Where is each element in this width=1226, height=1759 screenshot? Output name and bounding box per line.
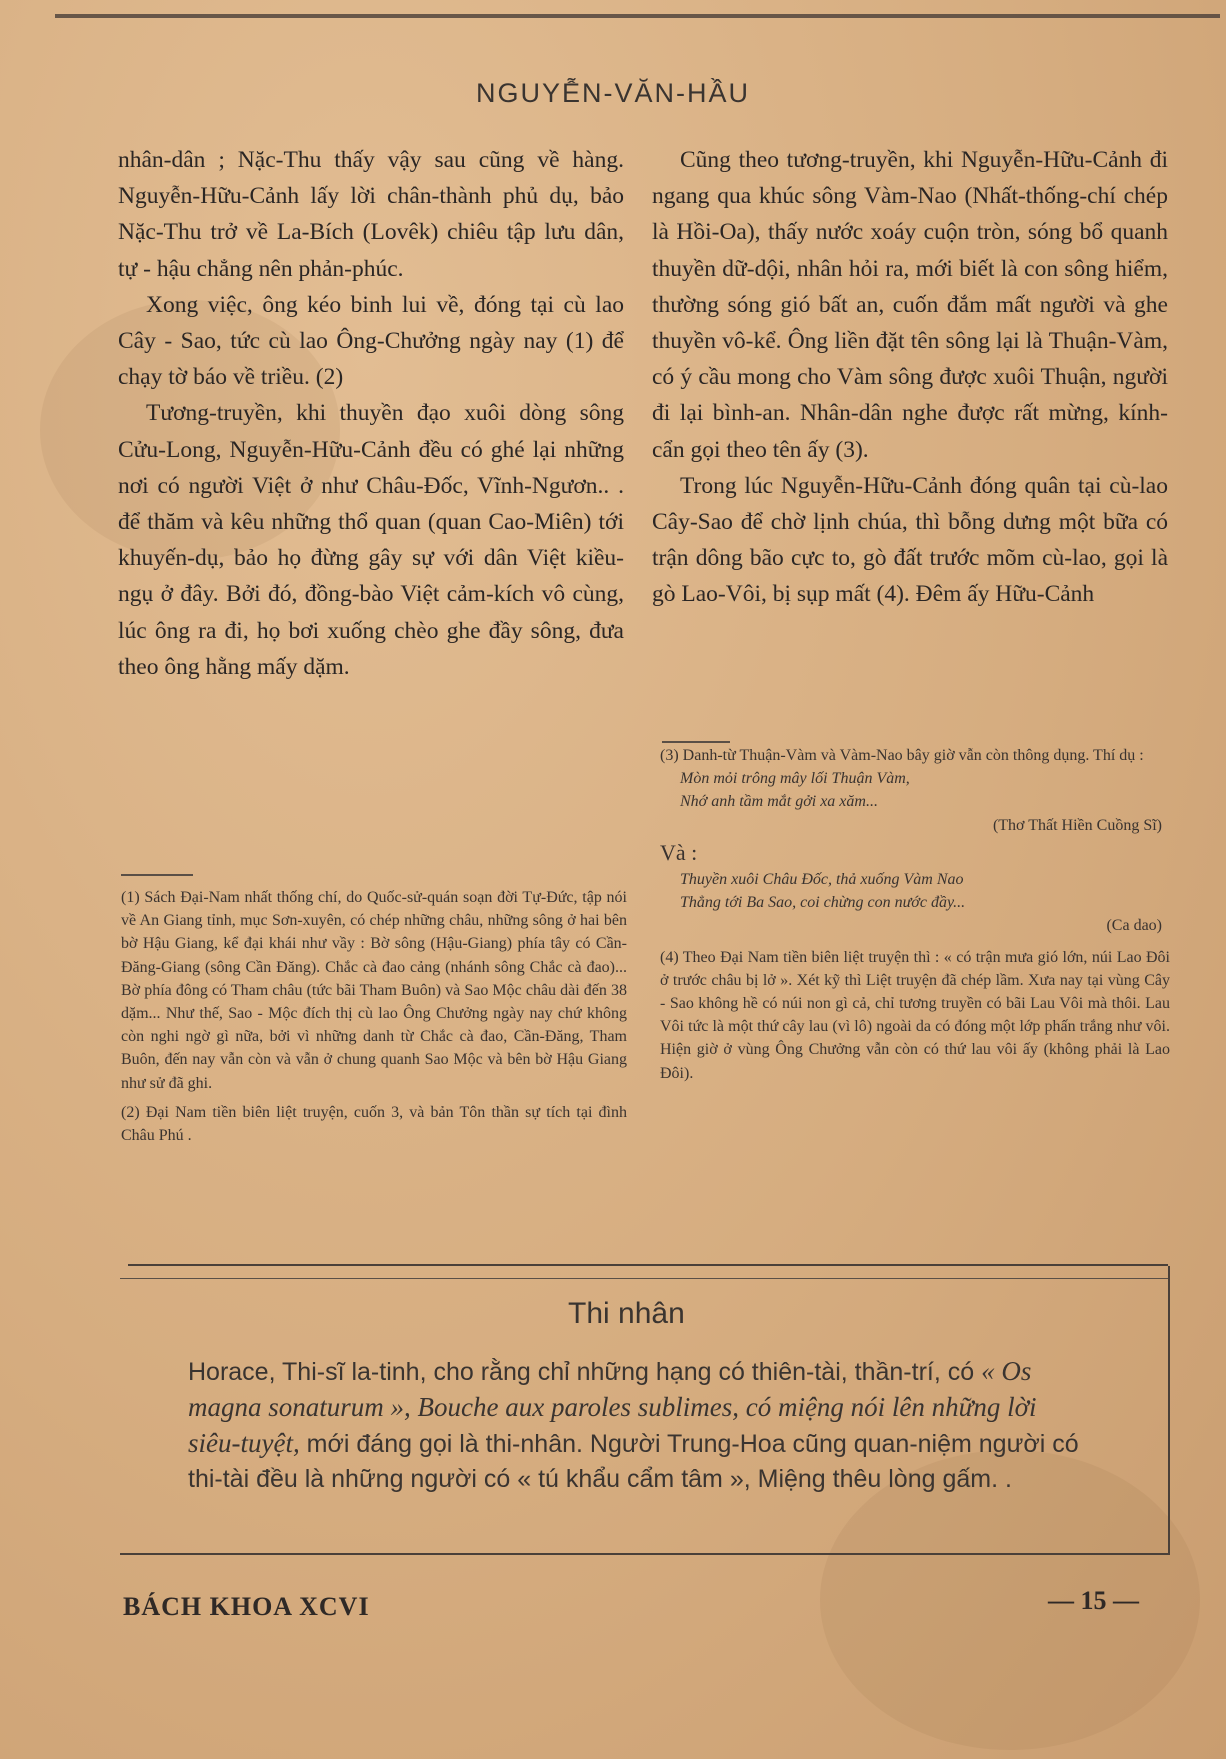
- page-header-title: NGUYỄN-VĂN-HẦU: [475, 78, 751, 108]
- paragraph: Tương-truyền, khi thuyền đạo xuôi dòng sông Cửu-Long, Nguyễn-Hữu-Cảnh đều có ghé lại những nơi có người Việt ở như Châu-Đốc, Vĩnh-Ngươn.. . để thăm và kêu những thổ quan (quan Cao-Miên) tới khuyến-dụ, bảo họ đừng gây sự với dân Việt kiều-ngụ ở đây. Bởi đó, đồng-bào Việt cảm-kích vô cùng, lúc ông ra đi, họ bơi xuống chèo ghe đầy sông, đưa theo ông hằng mấy dặm.: [118, 400, 624, 680]
- and-word: Và :: [660, 839, 698, 865]
- poem-line: Thuyền xuôi Châu Đốc, thả xuống Vàm Nao: [680, 871, 964, 889]
- footnote-1: (1) Sách Đại-Nam nhất thống chí, do Quốc-sử-quán soạn đời Tự-Đức, tập nói về An Giang tỉnh, mục Sơn-xuyên, có chép những châu, những sông ở hai bên bờ Hậu Giang, kể đại khái như vầy : Bờ sông (Hậu-Giang) phía tây có Cần-Đăng-Giang (sông Cần Đăng). Chắc cà đao cảng (nhánh sông Chắc cà đao)... Bờ phía đông có Tham châu (tức bãi Tham Buôn) và Sao Mộc châu dài đến 38 dặm... Như thế, Sao - Mộc đích thị cù lao Ông Chưởng ngày nay chứ không còn nghi ngờ gì nữa, bởi vì những danh từ Chắc cà đao, Cần-Đăng, Tham Buôn, đến nay vẫn còn và vẫn ở chung quanh Sao Mộc và bên bờ Hậu Giang như sử đã ghi.: [121, 889, 627, 1092]
- footnote-divider: [121, 874, 193, 876]
- paragraph: Cũng theo tương-truyền, khi Nguyễn-Hữu-Cảnh đi ngang qua khúc sông Vàm-Nao (Nhất-thống-chí chép là Hồi-Oa), thấy nước xoáy cuộn tròn, sóng bổ quanh thuyền dữ-dội, nhân hỏi ra, mới biết là con sông hiểm, thường sóng gió bất an, cuốn đắm mất người và ghe thuyền vô-kể. Ông liền đặt tên sông lại là Thuận-Vàm, có ý cầu mong cho Vàm sông được xuôi Thuận, người đi lại bình-an. Nhân-dân nghe được rất mừng, kính- cẩn gọi theo tên ấy (3).: [652, 147, 1168, 463]
- box-border-top: [128, 1264, 1168, 1266]
- paragraph: Xong việc, ông kéo binh lui về, đóng tại cù lao Cây - Sao, tức cù lao Ông-Chưởng ngày nay (1) để chạy tờ báo về triều. (2): [118, 291, 624, 391]
- right-column: [652, 142, 1168, 613]
- paragraph: nhân-dân ; Nặc-Thu thấy vậy sau cũng về hàng. Nguyễn-Hữu-Cảnh lấy lời chân-thành phủ dụ, bảo Nặc-Thu trở về La-Bích (Lovêk) chiêu tập lưu dân, tự - hậu chẳng nên phản-phúc.: [118, 147, 624, 282]
- left-column: [118, 142, 624, 685]
- box-text-part: mới đáng gọi là thi-nhân. Người Trung-Hoa cũng quan-niệm người có thi-tài đều là những người có « tú khẩu cẩm tâm », Miệng thêu lòng gấm. .: [188, 1430, 1079, 1493]
- footnotes-left: [121, 886, 627, 1147]
- footnotes-right: [660, 744, 1170, 1085]
- poem-line: Nhớ anh tầm mắt gởi xa xăm...: [680, 793, 878, 811]
- footnote-divider: [662, 741, 730, 743]
- footnote-4: (4) Theo Đại Nam tiền biên liệt truyện thì : « có trận mưa gió lớn, núi Lao Đôi ở trước châu bị lở ». Xét kỹ thì Liệt truyện đã chép lầm. Xưa nay tại vùng Cây - Sao không hề có núi non gì cả, chỉ tương truyền có bãi Lau Vôi mà thôi. Lau Vôi tức là một thứ cây lau (vì lô) ngoài da có đóng một lớp phấn trắng như vôi. Hiện giờ ở vùng Ông Chưởng vẫn còn có thứ lau vôi ấy (không phải là Lao Đôi).: [660, 948, 1170, 1082]
- poem-source: (Thơ Thất Hiền Cuồng Sĩ): [992, 816, 1162, 834]
- box-text: [188, 1354, 1092, 1497]
- poem-quote: [660, 868, 1170, 938]
- footnote-3: (3) Danh-từ Thuận-Vàm và Vàm-Nao bây giờ vẫn còn thông dụng. Thí dụ :: [660, 747, 1144, 764]
- footnote-2: (2) Đại Nam tiền biên liệt truyện, cuốn 3, và bản Tôn thần sự tích tại đình Châu Phú .: [121, 1103, 627, 1145]
- paragraph: Trong lúc Nguyễn-Hữu-Cảnh đóng quân tại cù-lao Cây-Sao để chờ lịnh chúa, thì bỗng dưng một bữa có trận dông bão cực to, gò đất trước mõm cù-lao, gọi là gò Lao-Vôi, bị sụp mất (4). Đêm ấy Hữu-Cảnh: [652, 472, 1168, 608]
- box-title: Thi nhân: [568, 1297, 685, 1330]
- poem-quote: [660, 767, 1170, 837]
- top-rule: [55, 14, 1220, 18]
- poem-source: (Ca dao): [1106, 917, 1162, 935]
- poem-line: Mòn mỏi trông mây lối Thuận Vàm,: [680, 770, 910, 788]
- box-border-bottom: [120, 1553, 1170, 1555]
- box-border-inner: [120, 1278, 1170, 1279]
- page-number: — 15 —: [1048, 1586, 1139, 1615]
- footer-magazine-name: BÁCH KHOA XCVI: [123, 1592, 370, 1621]
- box-quote-latin: « Os magna sonaturum », Bouche aux paroles sublimes, có miệng nói lên những lời siêu-tuyệt,: [188, 1356, 1037, 1458]
- poem-line: Thẳng tới Ba Sao, coi chừng con nước đầy...: [680, 894, 966, 912]
- box-text-part: Horace, Thi-sĩ la-tinh, cho rằng chỉ những hạng có thiên-tài, thần-trí, có: [188, 1358, 982, 1386]
- box-border-right: [1168, 1266, 1170, 1554]
